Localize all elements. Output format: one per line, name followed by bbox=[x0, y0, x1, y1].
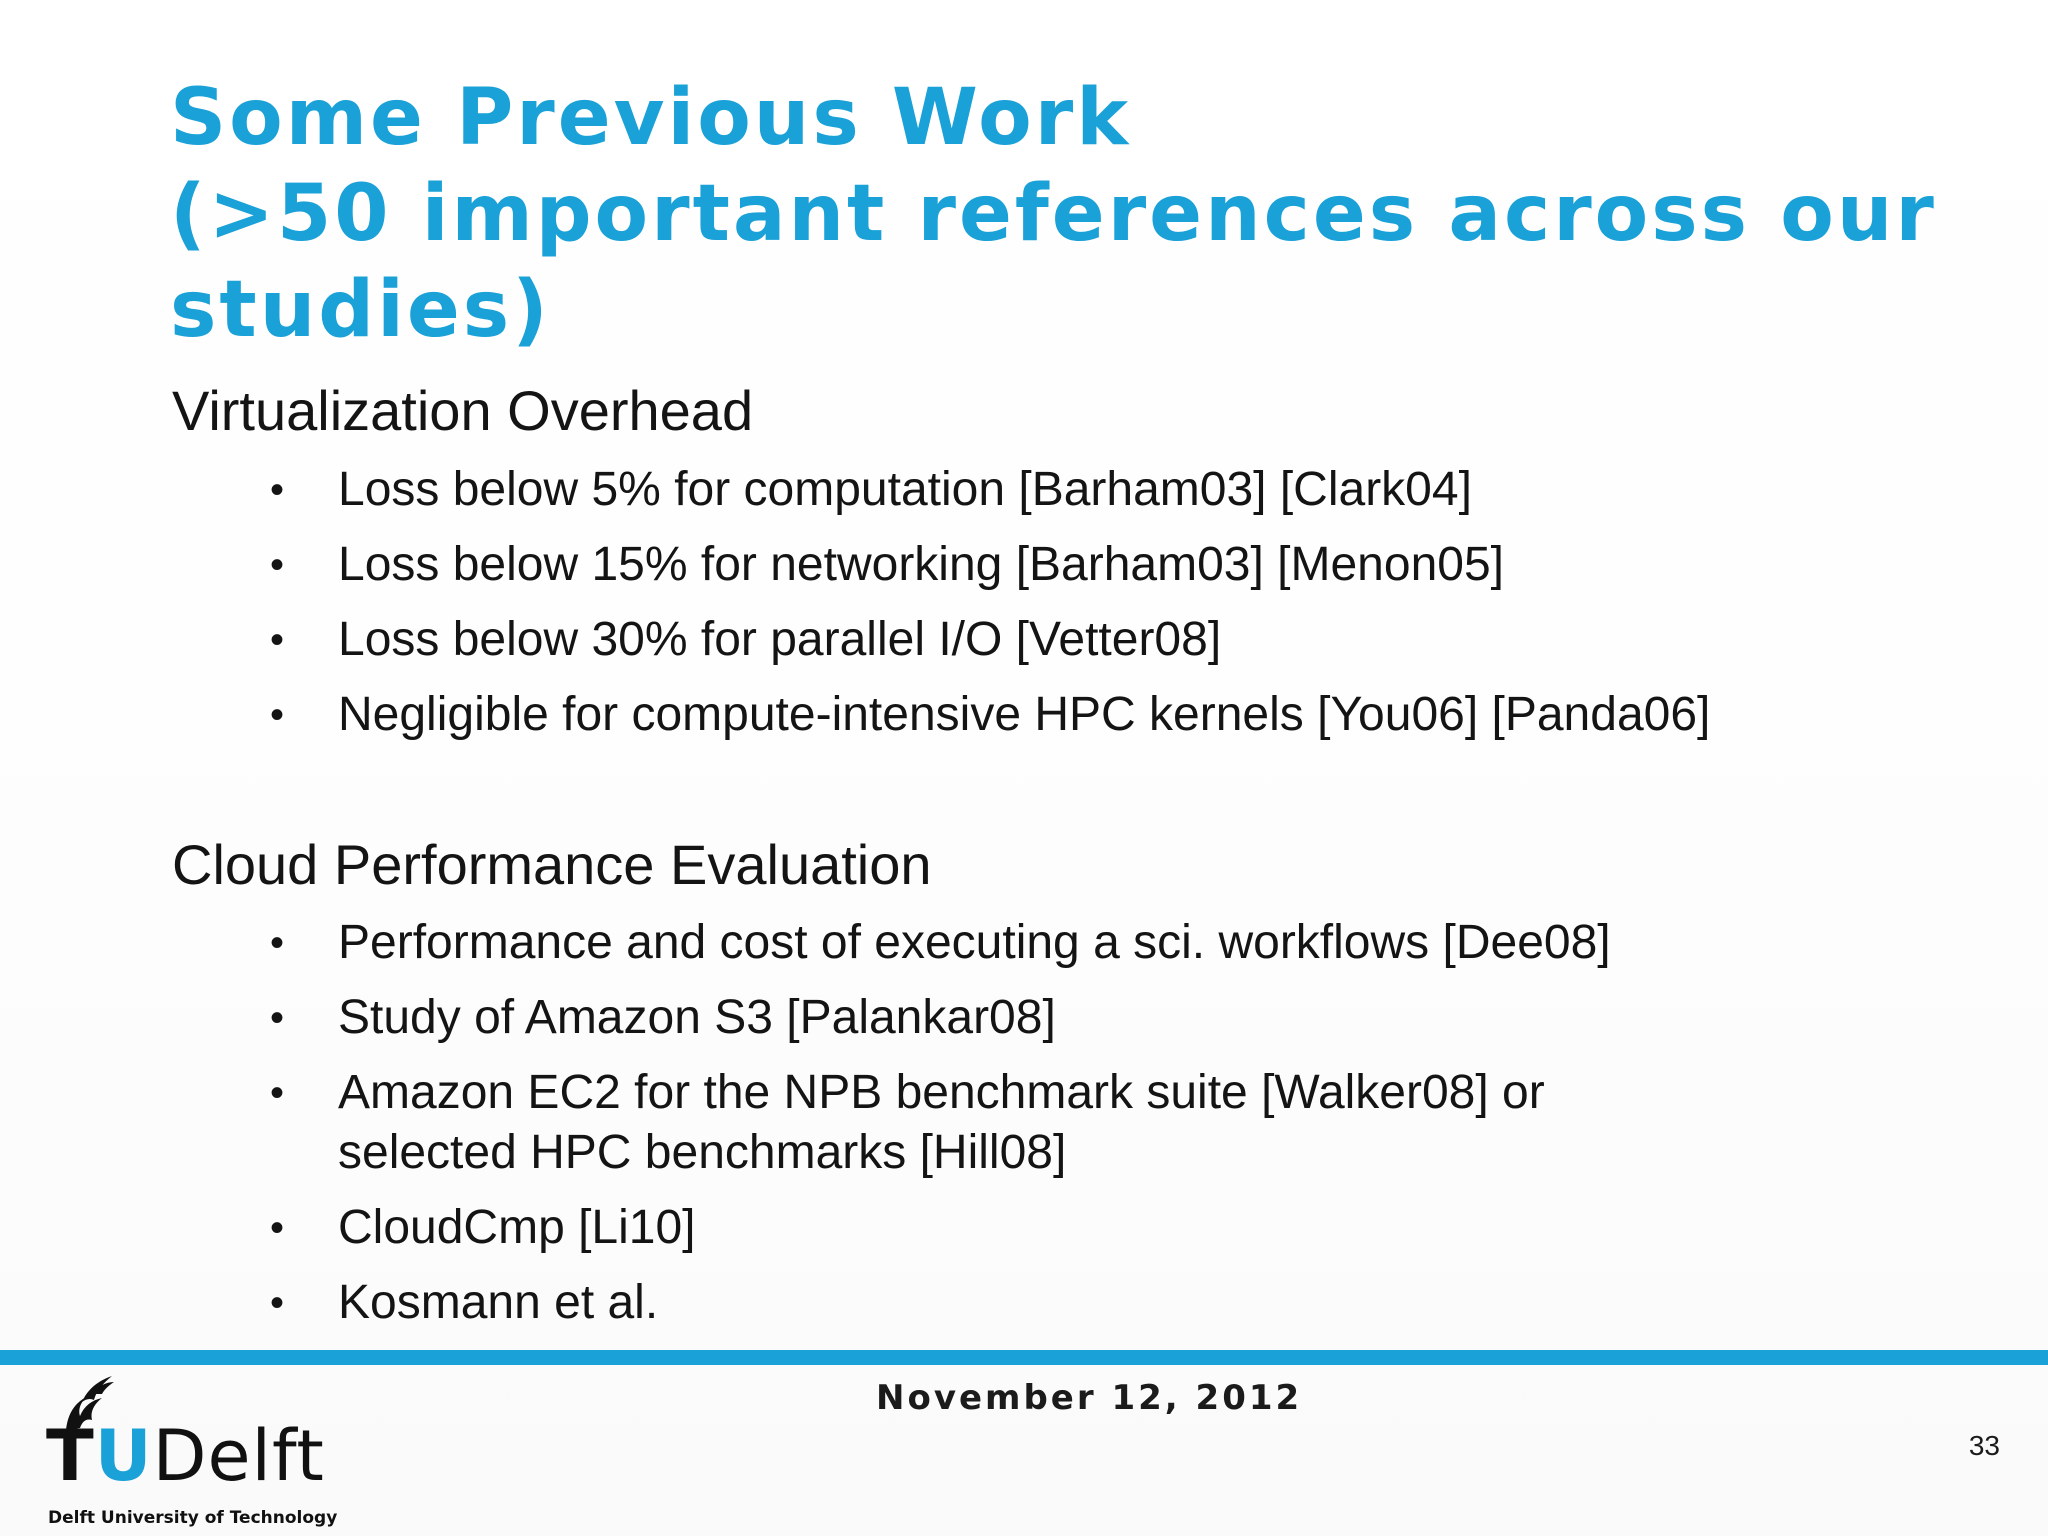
tudelft-wordmark bbox=[46, 1416, 325, 1496]
bullet-icon: • bbox=[270, 996, 285, 1040]
section-heading-virtualization-overhead: Virtualization Overhead bbox=[172, 379, 754, 442]
logo-letter-u: U bbox=[94, 1415, 153, 1497]
bullet-icon: • bbox=[270, 543, 285, 587]
list-item bbox=[270, 988, 1611, 1048]
list-item bbox=[270, 1198, 1611, 1258]
page-number: 33 bbox=[1968, 1430, 2000, 1461]
tudelft-logo bbox=[46, 1372, 346, 1532]
bullet-icon: • bbox=[270, 1281, 285, 1325]
bullet-icon: • bbox=[270, 921, 285, 965]
list-item-text: Loss below 30% for parallel I/O [Vetter08] bbox=[338, 613, 1222, 666]
bullet-icon: • bbox=[270, 618, 285, 662]
footer-divider-bar bbox=[0, 1350, 2048, 1365]
list-item-text: Study of Amazon S3 [Palankar08] bbox=[338, 991, 1056, 1044]
slide-title-line-3: studies) bbox=[170, 265, 551, 355]
bullet-icon: • bbox=[270, 1071, 285, 1115]
list-item-text: Amazon EC2 for the NPB benchmark suite [Walker08] or bbox=[338, 1066, 1545, 1119]
list-item-text-continued: selected HPC benchmarks [Hill08] bbox=[338, 1126, 1067, 1179]
list-item-text: Loss below 15% for networking [Barham03] [Menon05] bbox=[338, 538, 1504, 591]
list-item bbox=[270, 913, 1611, 973]
list-item bbox=[270, 685, 1710, 745]
list-item bbox=[270, 1273, 1611, 1333]
list-item bbox=[270, 535, 1710, 595]
bullet-icon: • bbox=[270, 693, 285, 737]
footer-date: November 12, 2012 bbox=[876, 1378, 1303, 1418]
bullet-icon: • bbox=[270, 468, 285, 512]
list-item bbox=[270, 610, 1710, 670]
logo-delft: Delft bbox=[152, 1415, 325, 1497]
list-item bbox=[270, 460, 1710, 520]
bullet-list-virtualization-overhead bbox=[270, 460, 1710, 760]
list-item-text: Performance and cost of executing a sci. workflows [Dee08] bbox=[338, 916, 1611, 969]
section-heading-cloud-performance-evaluation: Cloud Performance Evaluation bbox=[172, 833, 932, 896]
bullet-list-cloud-performance-evaluation bbox=[270, 913, 1611, 1348]
slide-title-line-2: (>50 important references across our bbox=[170, 169, 1937, 259]
bullet-icon: • bbox=[270, 1206, 285, 1250]
list-item-text: Kosmann et al. bbox=[338, 1276, 659, 1329]
list-item-text: Loss below 5% for computation [Barham03] [Clark04] bbox=[338, 463, 1472, 516]
logo-letter-t: T bbox=[46, 1415, 95, 1497]
logo-subtitle: Delft University of Technology bbox=[48, 1508, 338, 1528]
list-item bbox=[270, 1063, 1611, 1183]
slide-title bbox=[170, 70, 1937, 358]
list-item-text: Negligible for compute-intensive HPC kernels [You06] [Panda06] bbox=[338, 688, 1711, 741]
slide-title-line-1: Some Previous Work bbox=[170, 73, 1132, 163]
list-item-text: CloudCmp [Li10] bbox=[338, 1201, 696, 1254]
